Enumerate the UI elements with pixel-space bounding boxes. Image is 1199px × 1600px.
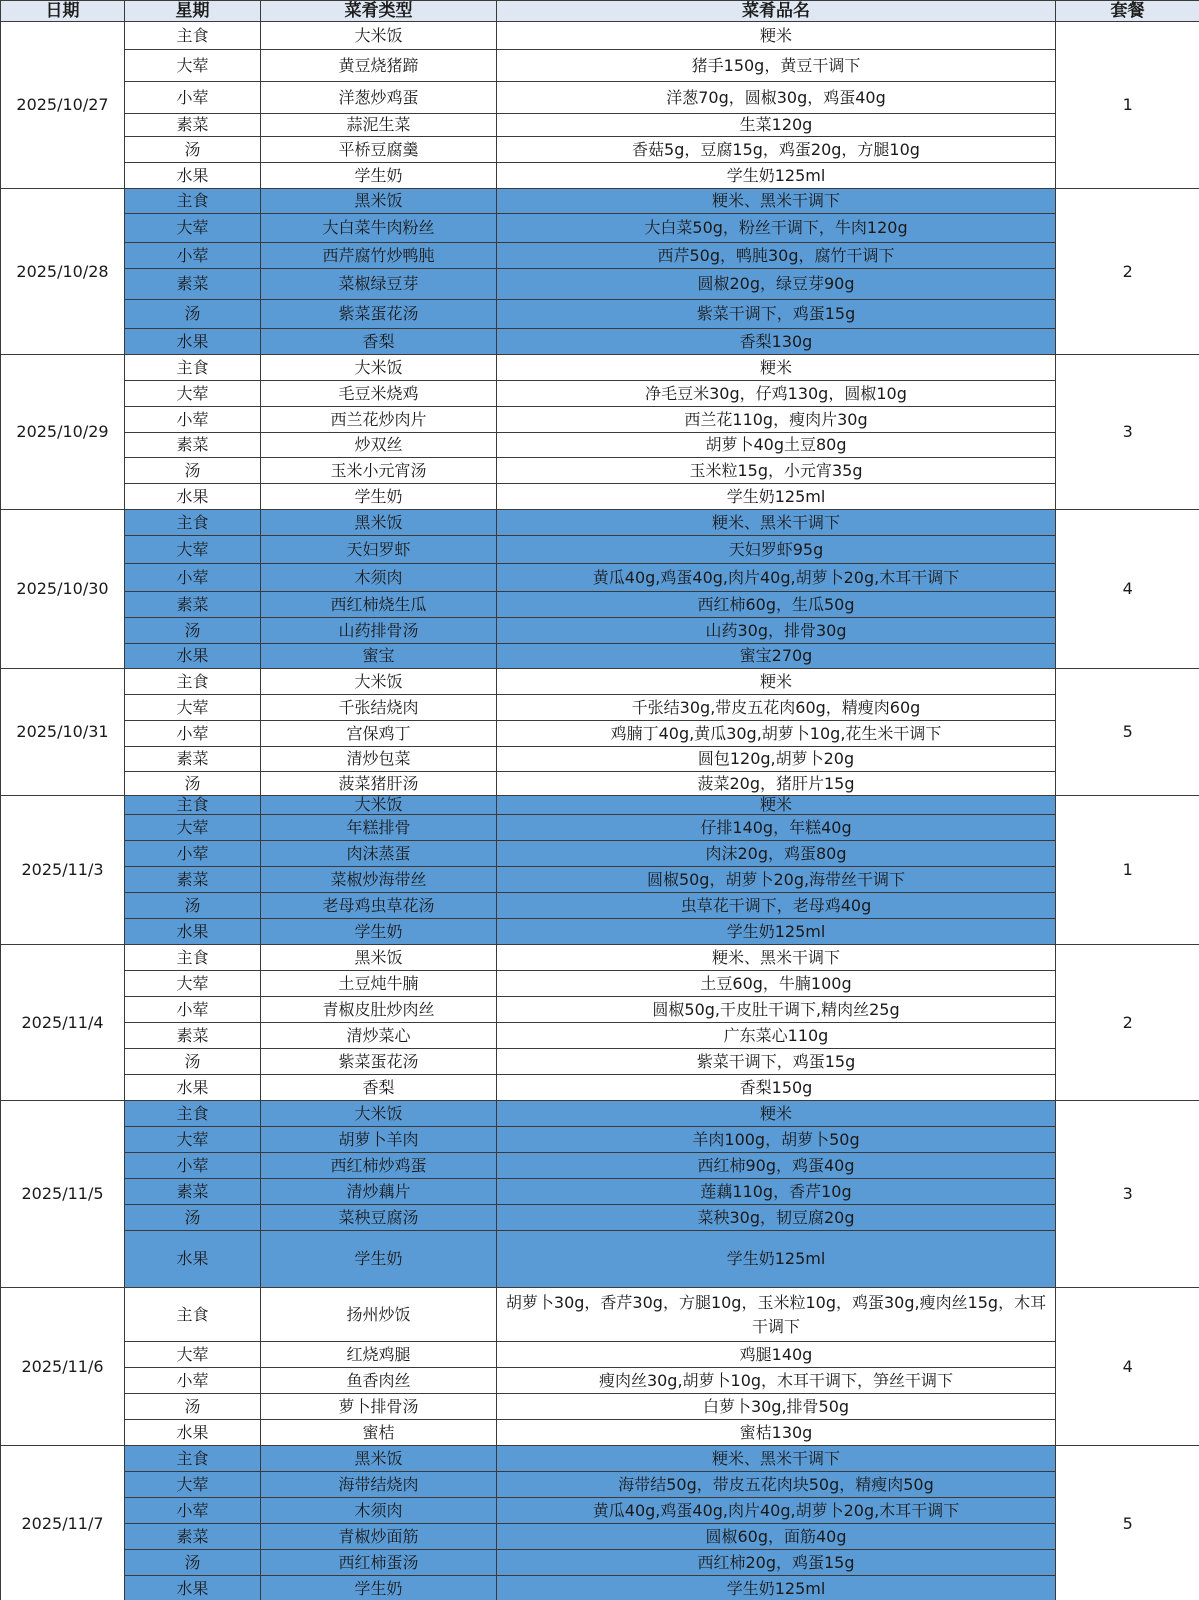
table-row	[1, 243, 1199, 269]
dish-name-cell[interactable]: 黄豆烧猪蹄	[261, 50, 497, 82]
dish-name-cell[interactable]: 菜秧豆腐汤	[261, 1205, 497, 1231]
ingredients-cell[interactable]: 菜秧30g，韧豆腐20g	[497, 1205, 1056, 1231]
table-row	[1, 618, 1199, 644]
header-weekday[interactable]: 星期	[125, 1, 261, 22]
table-row	[1, 355, 1199, 381]
table-row	[1, 592, 1199, 618]
table-row	[1, 1127, 1199, 1153]
type-cell[interactable]: 主食	[125, 510, 261, 536]
header-category[interactable]: 菜肴类型	[261, 1, 497, 22]
table-row	[1, 796, 1199, 815]
dish-name-cell[interactable]: 鱼香肉丝	[261, 1368, 497, 1394]
type-cell[interactable]: 素菜	[125, 1524, 261, 1550]
type-cell[interactable]: 汤	[125, 300, 261, 329]
type-cell[interactable]: 汤	[125, 1394, 261, 1420]
date-cell[interactable]: 2025/11/7	[1, 1446, 125, 1600]
dish-name-cell[interactable]: 青椒炒面筋	[261, 1524, 497, 1550]
table-row	[1, 433, 1199, 458]
table-row	[1, 1342, 1199, 1368]
type-cell[interactable]: 大荤	[125, 1342, 261, 1368]
table-row	[1, 721, 1199, 747]
ingredients-cell[interactable]: 粳米、黑米干调下	[497, 1446, 1056, 1472]
type-cell[interactable]: 汤	[125, 772, 261, 796]
type-cell[interactable]: 水果	[125, 329, 261, 355]
ingredients-cell[interactable]: 广东菜心110g	[497, 1023, 1056, 1049]
type-cell[interactable]: 小荤	[125, 1498, 261, 1524]
dish-name-cell[interactable]: 西芹腐竹炒鸭肫	[261, 243, 497, 269]
set-number-cell[interactable]: 1	[1056, 22, 1199, 189]
dish-name-cell[interactable]: 菠菜猪肝汤	[261, 772, 497, 796]
table-row	[1, 1368, 1199, 1394]
dish-name-cell[interactable]: 西红柿烧生瓜	[261, 592, 497, 618]
ingredients-cell[interactable]: 菠菜20g，猪肝片15g	[497, 772, 1056, 796]
ingredients-cell[interactable]: 粳米、黑米干调下	[497, 510, 1056, 536]
set-number-cell[interactable]: 3	[1056, 355, 1199, 510]
table-row	[1, 893, 1199, 919]
table-row	[1, 163, 1199, 189]
dish-name-cell[interactable]: 毛豆米烧鸡	[261, 381, 497, 407]
ingredients-cell[interactable]: 黄瓜40g,鸡蛋40g,肉片40g,胡萝卜20g,木耳干调下	[497, 564, 1056, 592]
date-cell[interactable]: 2025/11/5	[1, 1101, 125, 1288]
type-cell[interactable]: 大荤	[125, 1127, 261, 1153]
ingredients-cell[interactable]: 香梨130g	[497, 329, 1056, 355]
type-cell[interactable]: 小荤	[125, 721, 261, 747]
dish-name-cell[interactable]: 胡萝卜羊肉	[261, 1127, 497, 1153]
type-cell[interactable]: 主食	[125, 669, 261, 695]
header-set[interactable]: 套餐	[1056, 1, 1199, 22]
date-cell[interactable]: 2025/10/27	[1, 22, 125, 189]
dish-name-cell[interactable]: 萝卜排骨汤	[261, 1394, 497, 1420]
dish-name-cell[interactable]: 年糕排骨	[261, 815, 497, 841]
ingredients-cell[interactable]: 洋葱70g，圆椒30g，鸡蛋40g	[497, 82, 1056, 114]
type-cell[interactable]: 大荤	[125, 1472, 261, 1498]
dish-name-cell[interactable]: 学生奶	[261, 1231, 497, 1288]
type-cell[interactable]: 大荤	[125, 536, 261, 564]
dish-name-cell[interactable]: 菜椒炒海带丝	[261, 867, 497, 893]
ingredients-cell[interactable]: 鸡腿140g	[497, 1342, 1056, 1368]
table-row	[1, 82, 1199, 114]
dish-name-cell[interactable]: 海带结烧肉	[261, 1472, 497, 1498]
type-cell[interactable]: 汤	[125, 1205, 261, 1231]
dish-name-cell[interactable]: 千张结烧肉	[261, 695, 497, 721]
table-row	[1, 484, 1199, 510]
type-cell[interactable]: 水果	[125, 1420, 261, 1446]
type-cell[interactable]: 水果	[125, 484, 261, 510]
ingredients-cell[interactable]: 千张结30g,带皮五花肉60g，精瘦肉60g	[497, 695, 1056, 721]
type-cell[interactable]: 汤	[125, 137, 261, 163]
ingredients-cell[interactable]: 西芹50g，鸭肫30g，腐竹干调下	[497, 243, 1056, 269]
ingredients-cell[interactable]: 圆椒60g，面筋40g	[497, 1524, 1056, 1550]
dish-name-cell[interactable]: 红烧鸡腿	[261, 1342, 497, 1368]
ingredients-cell[interactable]: 西红柿60g，生瓜50g	[497, 592, 1056, 618]
type-cell[interactable]: 素菜	[125, 1023, 261, 1049]
table-row	[1, 564, 1199, 592]
type-cell[interactable]: 素菜	[125, 433, 261, 458]
type-cell[interactable]: 小荤	[125, 997, 261, 1023]
dish-name-cell[interactable]: 玉米小元宵汤	[261, 458, 497, 484]
table-row	[1, 1498, 1199, 1524]
type-cell[interactable]: 小荤	[125, 841, 261, 867]
type-cell[interactable]: 大荤	[125, 815, 261, 841]
ingredients-cell[interactable]: 圆椒50g,干皮肚干调下,精肉丝25g	[497, 997, 1056, 1023]
dish-name-cell[interactable]: 香梨	[261, 1075, 497, 1101]
ingredients-cell[interactable]: 海带结50g，带皮五花肉块50g，精瘦肉50g	[497, 1472, 1056, 1498]
ingredients-cell[interactable]: 大白菜50g，粉丝干调下，牛肉120g	[497, 214, 1056, 243]
type-cell[interactable]: 素菜	[125, 1179, 261, 1205]
set-number-cell[interactable]: 2	[1056, 945, 1199, 1101]
type-cell[interactable]: 大荤	[125, 50, 261, 82]
type-cell[interactable]: 素菜	[125, 867, 261, 893]
type-cell[interactable]: 大荤	[125, 695, 261, 721]
table-row	[1, 1550, 1199, 1576]
ingredients-cell[interactable]: 圆包120g,胡萝卜20g	[497, 747, 1056, 772]
type-cell[interactable]: 水果	[125, 919, 261, 945]
ingredients-cell[interactable]: 西兰花110g，瘦肉片30g	[497, 407, 1056, 433]
dish-name-cell[interactable]: 菜椒绿豆芽	[261, 269, 497, 300]
set-number-cell[interactable]: 5	[1056, 669, 1199, 796]
type-cell[interactable]: 素菜	[125, 592, 261, 618]
type-cell[interactable]: 主食	[125, 1288, 261, 1342]
ingredients-cell[interactable]: 山药30g，排骨30g	[497, 618, 1056, 644]
table-row	[1, 772, 1199, 796]
set-number-cell[interactable]: 1	[1056, 796, 1199, 945]
header-item[interactable]: 菜肴品名	[497, 1, 1056, 22]
ingredients-cell[interactable]: 鸡腩丁40g,黄瓜30g,胡萝卜10g,花生米干调下	[497, 721, 1056, 747]
type-cell[interactable]: 汤	[125, 458, 261, 484]
type-cell[interactable]: 小荤	[125, 243, 261, 269]
ingredients-cell[interactable]: 黄瓜40g,鸡蛋40g,肉片40g,胡萝卜20g,木耳干调下	[497, 1498, 1056, 1524]
ingredients-cell[interactable]: 白萝卜30g,排骨50g	[497, 1394, 1056, 1420]
table-row	[1, 214, 1199, 243]
table-row	[1, 1446, 1199, 1472]
ingredients-cell[interactable]: 天妇罗虾95g	[497, 536, 1056, 564]
table-row	[1, 381, 1199, 407]
table-row	[1, 841, 1199, 867]
date-cell[interactable]: 2025/11/4	[1, 945, 125, 1101]
table-row	[1, 815, 1199, 841]
dish-name-cell[interactable]: 学生奶	[261, 484, 497, 510]
type-cell[interactable]: 小荤	[125, 407, 261, 433]
type-cell[interactable]: 主食	[125, 945, 261, 971]
dish-name-cell[interactable]: 木须肉	[261, 564, 497, 592]
table-row	[1, 971, 1199, 997]
dish-name-cell[interactable]: 青椒皮肚炒肉丝	[261, 997, 497, 1023]
ingredients-cell[interactable]: 西红柿90g，鸡蛋40g	[497, 1153, 1056, 1179]
table-row	[1, 644, 1199, 669]
table-row	[1, 1472, 1199, 1498]
type-cell[interactable]: 汤	[125, 1049, 261, 1075]
table-row	[1, 1075, 1199, 1101]
ingredients-cell[interactable]: 粳米	[497, 1101, 1056, 1127]
set-number-cell[interactable]: 4	[1056, 1288, 1199, 1446]
type-cell[interactable]: 主食	[125, 355, 261, 381]
type-cell[interactable]: 大荤	[125, 214, 261, 243]
ingredients-cell[interactable]: 粳米、黑米干调下	[497, 189, 1056, 214]
dish-name-cell[interactable]: 蒜泥生菜	[261, 114, 497, 137]
ingredients-cell[interactable]: 净毛豆米30g，仔鸡130g，圆椒10g	[497, 381, 1056, 407]
table-row	[1, 1205, 1199, 1231]
date-cell[interactable]: 2025/10/29	[1, 355, 125, 510]
menu-body	[1, 22, 1199, 1600]
ingredients-cell[interactable]: 蜜宝270g	[497, 644, 1056, 669]
date-cell[interactable]: 2025/11/6	[1, 1288, 125, 1446]
dish-name-cell[interactable]: 清炒藕片	[261, 1179, 497, 1205]
dish-name-cell[interactable]: 山药排骨汤	[261, 618, 497, 644]
type-cell[interactable]: 主食	[125, 1101, 261, 1127]
table-row	[1, 1049, 1199, 1075]
ingredients-cell[interactable]: 瘦肉丝30g,胡萝卜10g，木耳干调下，笋丝干调下	[497, 1368, 1056, 1394]
table-row	[1, 1023, 1199, 1049]
header-row	[1, 1, 1199, 22]
type-cell[interactable]: 素菜	[125, 747, 261, 772]
ingredients-cell[interactable]: 猪手150g，黄豆干调下	[497, 50, 1056, 82]
set-number-cell[interactable]: 4	[1056, 510, 1199, 669]
table-row	[1, 945, 1199, 971]
type-cell[interactable]: 水果	[125, 1576, 261, 1600]
table-row	[1, 137, 1199, 163]
ingredients-cell[interactable]: 粳米	[497, 796, 1056, 815]
ingredients-cell[interactable]: 蜜桔130g	[497, 1420, 1056, 1446]
table-row	[1, 50, 1199, 82]
dish-name-cell[interactable]: 大白菜牛肉粉丝	[261, 214, 497, 243]
type-cell[interactable]: 小荤	[125, 82, 261, 114]
dish-name-cell[interactable]: 学生奶	[261, 919, 497, 945]
dish-name-cell[interactable]: 大米饭	[261, 1101, 497, 1127]
dish-name-cell[interactable]: 平桥豆腐羹	[261, 137, 497, 163]
table-row	[1, 407, 1199, 433]
dish-name-cell[interactable]: 蜜桔	[261, 1420, 497, 1446]
dish-name-cell[interactable]: 扬州炒饭	[261, 1288, 497, 1342]
ingredients-cell[interactable]: 肉沫20g，鸡蛋80g	[497, 841, 1056, 867]
ingredients-cell[interactable]: 胡萝卜30g，香芹30g，方腿10g，玉米粒10g，鸡蛋30g,瘦肉丝15g，木耳干调下	[497, 1288, 1056, 1342]
table-row	[1, 269, 1199, 300]
dish-name-cell[interactable]: 黑米饭	[261, 1446, 497, 1472]
dish-name-cell[interactable]: 清炒菜心	[261, 1023, 497, 1049]
type-cell[interactable]: 水果	[125, 163, 261, 189]
ingredients-cell[interactable]: 学生奶125ml	[497, 163, 1056, 189]
ingredients-cell[interactable]: 香梨150g	[497, 1075, 1056, 1101]
ingredients-cell[interactable]: 西红柿20g，鸡蛋15g	[497, 1550, 1056, 1576]
ingredients-cell[interactable]: 粳米	[497, 669, 1056, 695]
ingredients-cell[interactable]: 玉米粒15g，小元宵35g	[497, 458, 1056, 484]
table-row	[1, 1524, 1199, 1550]
table-row	[1, 510, 1199, 536]
table-row	[1, 300, 1199, 329]
ingredients-cell[interactable]: 香菇5g，豆腐15g，鸡蛋20g，方腿10g	[497, 137, 1056, 163]
table-row	[1, 458, 1199, 484]
type-cell[interactable]: 主食	[125, 189, 261, 214]
dish-name-cell[interactable]: 老母鸡虫草花汤	[261, 893, 497, 919]
dish-name-cell[interactable]: 紫菜蛋花汤	[261, 300, 497, 329]
dish-name-cell[interactable]: 宫保鸡丁	[261, 721, 497, 747]
dish-name-cell[interactable]: 肉沫蒸蛋	[261, 841, 497, 867]
dish-name-cell[interactable]: 木须肉	[261, 1498, 497, 1524]
dish-name-cell[interactable]: 黑米饭	[261, 189, 497, 214]
ingredients-cell[interactable]: 圆椒20g，绿豆芽90g	[497, 269, 1056, 300]
dish-name-cell[interactable]: 西红柿炒鸡蛋	[261, 1153, 497, 1179]
ingredients-cell[interactable]: 粳米	[497, 355, 1056, 381]
table-row	[1, 1394, 1199, 1420]
dish-name-cell[interactable]: 香梨	[261, 329, 497, 355]
dish-name-cell[interactable]: 洋葱炒鸡蛋	[261, 82, 497, 114]
type-cell[interactable]: 主食	[125, 1446, 261, 1472]
date-cell[interactable]: 2025/10/31	[1, 669, 125, 796]
table-row	[1, 1231, 1199, 1288]
table-row	[1, 114, 1199, 137]
dish-name-cell[interactable]: 大米饭	[261, 22, 497, 50]
table-row	[1, 329, 1199, 355]
table-row	[1, 1179, 1199, 1205]
table-row	[1, 997, 1199, 1023]
date-cell[interactable]: 2025/10/28	[1, 189, 125, 355]
dish-name-cell[interactable]: 西兰花炒肉片	[261, 407, 497, 433]
type-cell[interactable]: 小荤	[125, 564, 261, 592]
ingredients-cell[interactable]: 圆椒50g，胡萝卜20g,海带丝干调下	[497, 867, 1056, 893]
set-number-cell[interactable]: 2	[1056, 189, 1199, 355]
ingredients-cell[interactable]: 胡萝卜40g土豆80g	[497, 433, 1056, 458]
table-row	[1, 747, 1199, 772]
type-cell[interactable]: 水果	[125, 1231, 261, 1288]
type-cell[interactable]: 小荤	[125, 1368, 261, 1394]
date-cell[interactable]: 2025/11/3	[1, 796, 125, 945]
dish-name-cell[interactable]: 清炒包菜	[261, 747, 497, 772]
table-row	[1, 1576, 1199, 1600]
set-number-cell[interactable]: 5	[1056, 1446, 1199, 1600]
dish-name-cell[interactable]: 炒双丝	[261, 433, 497, 458]
type-cell[interactable]: 主食	[125, 796, 261, 815]
ingredients-cell[interactable]: 土豆60g，牛腩100g	[497, 971, 1056, 997]
type-cell[interactable]: 水果	[125, 1075, 261, 1101]
ingredients-cell[interactable]: 生菜120g	[497, 114, 1056, 137]
type-cell[interactable]: 汤	[125, 893, 261, 919]
ingredients-cell[interactable]: 学生奶125ml	[497, 919, 1056, 945]
type-cell[interactable]: 水果	[125, 644, 261, 669]
type-cell[interactable]: 汤	[125, 1550, 261, 1576]
dish-name-cell[interactable]: 大米饭	[261, 669, 497, 695]
dish-name-cell[interactable]: 土豆炖牛腩	[261, 971, 497, 997]
table-row	[1, 536, 1199, 564]
type-cell[interactable]: 主食	[125, 22, 261, 50]
set-number-cell[interactable]: 3	[1056, 1101, 1199, 1288]
dish-name-cell[interactable]: 黑米饭	[261, 510, 497, 536]
table-row	[1, 1153, 1199, 1179]
table-row	[1, 919, 1199, 945]
dish-name-cell[interactable]: 学生奶	[261, 1576, 497, 1600]
dish-name-cell[interactable]: 西红柿蛋汤	[261, 1550, 497, 1576]
table-row	[1, 1420, 1199, 1446]
dish-name-cell[interactable]: 蜜宝	[261, 644, 497, 669]
type-cell[interactable]: 素菜	[125, 269, 261, 300]
ingredients-cell[interactable]: 学生奶125ml	[497, 1576, 1056, 1600]
ingredients-cell[interactable]: 紫菜干调下，鸡蛋15g	[497, 300, 1056, 329]
dish-name-cell[interactable]: 大米饭	[261, 355, 497, 381]
table-row	[1, 1288, 1199, 1342]
type-cell[interactable]: 大荤	[125, 971, 261, 997]
ingredients-cell[interactable]: 学生奶125ml	[497, 1231, 1056, 1288]
ingredients-cell[interactable]: 虫草花干调下，老母鸡40g	[497, 893, 1056, 919]
table-row	[1, 867, 1199, 893]
type-cell[interactable]: 素菜	[125, 114, 261, 137]
date-cell[interactable]: 2025/10/30	[1, 510, 125, 669]
ingredients-cell[interactable]: 紫菜干调下，鸡蛋15g	[497, 1049, 1056, 1075]
dish-name-cell[interactable]: 天妇罗虾	[261, 536, 497, 564]
table-row	[1, 695, 1199, 721]
table-row	[1, 189, 1199, 214]
dish-name-cell[interactable]: 学生奶	[261, 163, 497, 189]
ingredients-cell[interactable]: 学生奶125ml	[497, 484, 1056, 510]
dish-name-cell[interactable]: 大米饭	[261, 796, 497, 815]
type-cell[interactable]: 大荤	[125, 381, 261, 407]
table-row	[1, 1101, 1199, 1127]
dish-name-cell[interactable]: 紫菜蛋花汤	[261, 1049, 497, 1075]
ingredients-cell[interactable]: 莲藕110g，香芹10g	[497, 1179, 1056, 1205]
header-date[interactable]: 日期	[1, 1, 125, 22]
ingredients-cell[interactable]: 仔排140g，年糕40g	[497, 815, 1056, 841]
dish-name-cell[interactable]: 黑米饭	[261, 945, 497, 971]
ingredients-cell[interactable]: 羊肉100g，胡萝卜50g	[497, 1127, 1056, 1153]
table-row	[1, 22, 1199, 50]
type-cell[interactable]: 小荤	[125, 1153, 261, 1179]
ingredients-cell[interactable]: 粳米、黑米干调下	[497, 945, 1056, 971]
table-row	[1, 669, 1199, 695]
type-cell[interactable]: 汤	[125, 618, 261, 644]
ingredients-cell[interactable]: 粳米	[497, 22, 1056, 50]
